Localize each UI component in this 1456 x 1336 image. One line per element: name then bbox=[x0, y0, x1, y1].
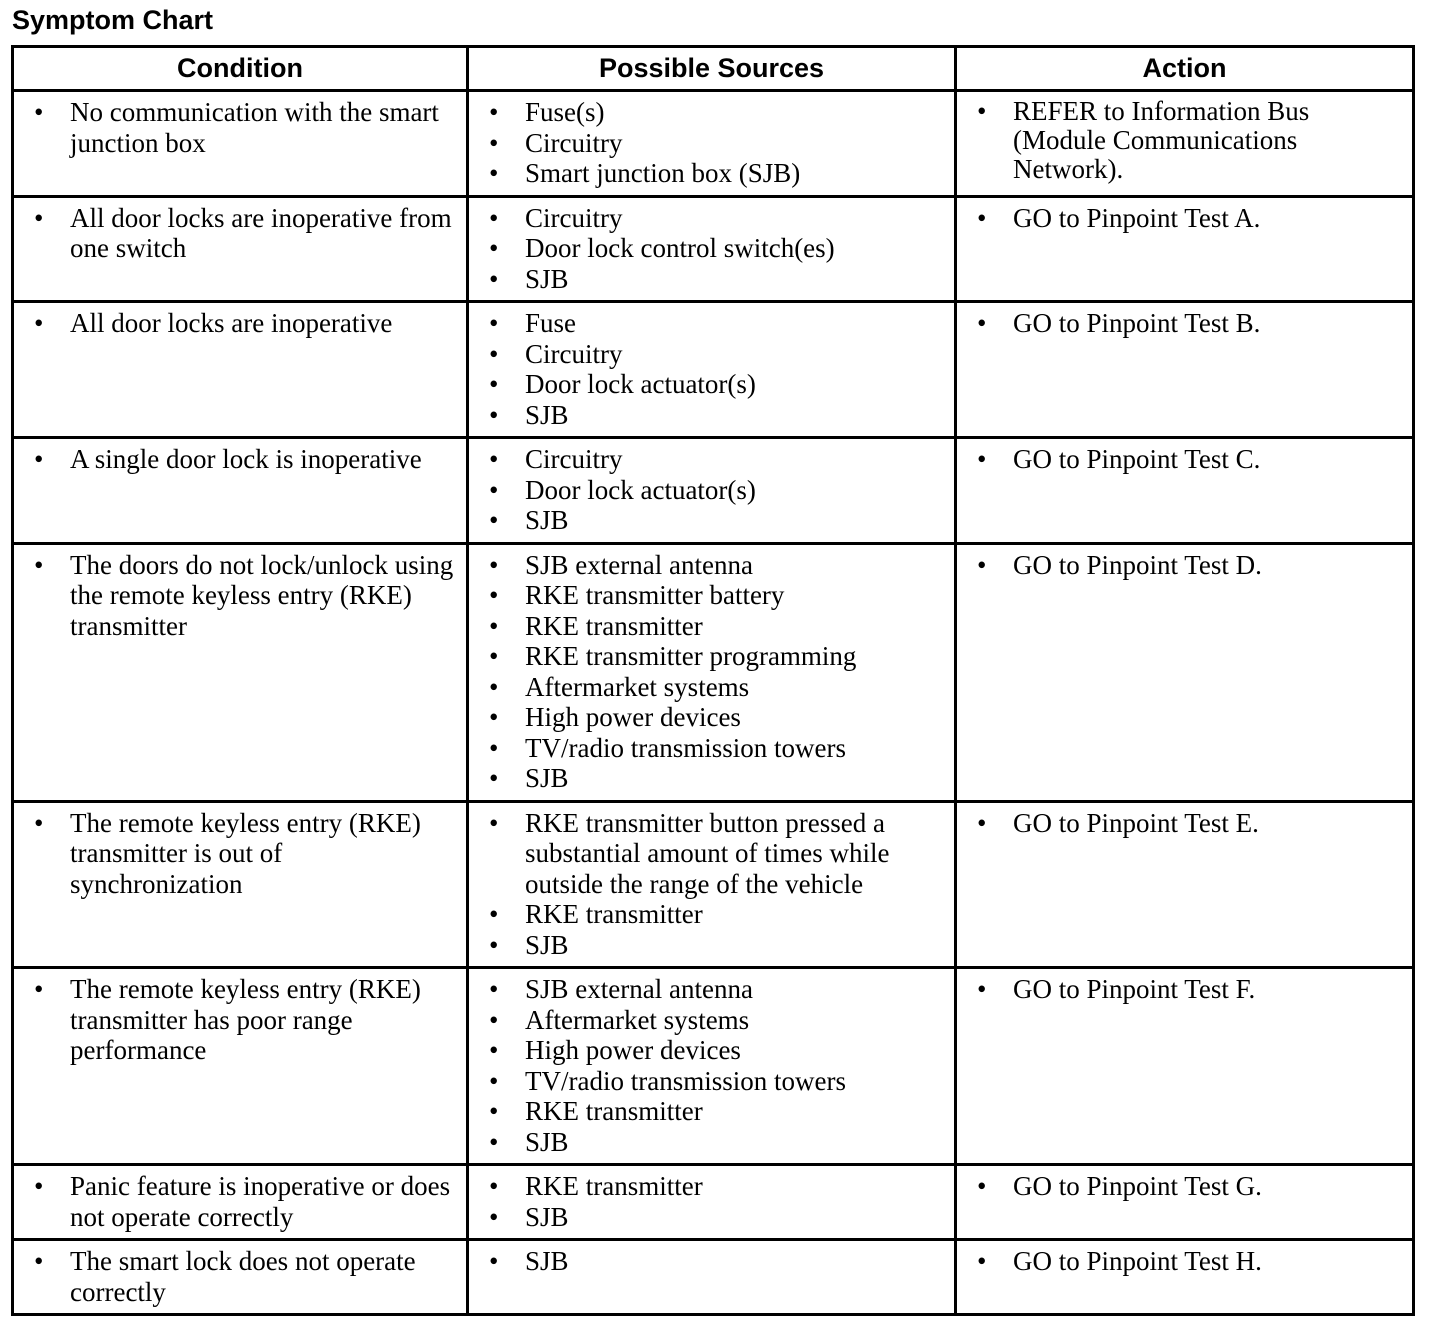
action-cell bbox=[956, 1240, 1414, 1315]
source-item: • RKE transmitter programming bbox=[479, 641, 948, 672]
table-row bbox=[13, 91, 1414, 197]
table-row bbox=[13, 438, 1414, 544]
sources-cell bbox=[468, 302, 956, 438]
condition-text: • No communication with the smart junction box bbox=[24, 97, 460, 158]
condition-text: • The smart lock does not operate correctly bbox=[24, 1246, 460, 1307]
source-item: • RKE transmitter bbox=[479, 611, 948, 642]
table-row bbox=[13, 1165, 1414, 1240]
action-text: • GO to Pinpoint Test H. bbox=[967, 1246, 1406, 1277]
sources-cell bbox=[468, 543, 956, 801]
source-item: • RKE transmitter button pressed a substantial amount of times while outside the range of the vehicle bbox=[479, 808, 948, 900]
table-row bbox=[13, 543, 1414, 801]
source-item: • Door lock actuator(s) bbox=[479, 475, 948, 506]
action-text: • GO to Pinpoint Test G. bbox=[967, 1171, 1406, 1202]
source-item: • Circuitry bbox=[479, 203, 948, 234]
action-cell bbox=[956, 302, 1414, 438]
source-item: • Smart junction box (SJB) bbox=[479, 158, 948, 189]
condition-cell bbox=[13, 1165, 468, 1240]
header-condition: Condition bbox=[13, 47, 468, 91]
condition-cell bbox=[13, 543, 468, 801]
source-item: • RKE transmitter bbox=[479, 1096, 948, 1127]
source-item: • SJB bbox=[479, 930, 948, 961]
source-item: • RKE transmitter bbox=[479, 899, 948, 930]
sources-cell bbox=[468, 1240, 956, 1315]
sources-cell bbox=[468, 196, 956, 302]
table-row bbox=[13, 302, 1414, 438]
source-item: • Fuse bbox=[479, 308, 948, 339]
action-text: • GO to Pinpoint Test A. bbox=[967, 203, 1406, 234]
condition-cell bbox=[13, 801, 468, 968]
condition-text: • The remote keyless entry (RKE) transmitter has poor range performance bbox=[24, 974, 460, 1066]
action-text: • GO to Pinpoint Test D. bbox=[967, 550, 1406, 581]
source-item: • SJB bbox=[479, 264, 948, 295]
source-item: • SJB bbox=[479, 400, 948, 431]
sources-cell bbox=[468, 801, 956, 968]
condition-text: • All door locks are inoperative from one switch bbox=[24, 203, 460, 264]
condition-cell bbox=[13, 968, 468, 1165]
condition-cell bbox=[13, 302, 468, 438]
source-item: • Door lock control switch(es) bbox=[479, 233, 948, 264]
source-item: • SJB bbox=[479, 505, 948, 536]
condition-cell bbox=[13, 91, 468, 197]
table-row bbox=[13, 196, 1414, 302]
header-possible-sources: Possible Sources bbox=[468, 47, 956, 91]
sources-cell bbox=[468, 968, 956, 1165]
source-item: • Circuitry bbox=[479, 128, 948, 159]
condition-cell bbox=[13, 1240, 468, 1315]
source-item: • SJB external antenna bbox=[479, 550, 948, 581]
source-item: • TV/radio transmission towers bbox=[479, 733, 948, 764]
chart-title: Symptom Chart bbox=[12, 5, 214, 35]
condition-text: • A single door lock is inoperative bbox=[24, 444, 460, 475]
source-item: • SJB bbox=[479, 1246, 948, 1277]
action-text: • GO to Pinpoint Test F. bbox=[967, 974, 1406, 1005]
sources-cell bbox=[468, 438, 956, 544]
condition-text: • Panic feature is inoperative or does not operate correctly bbox=[24, 1171, 460, 1232]
source-item: • SJB bbox=[479, 1127, 948, 1158]
source-item: • RKE transmitter battery bbox=[479, 580, 948, 611]
source-item: • SJB bbox=[479, 763, 948, 794]
action-text: • REFER to Information Bus (Module Communications Network). bbox=[967, 97, 1406, 184]
source-item: • SJB external antenna bbox=[479, 974, 948, 1005]
action-cell bbox=[956, 91, 1414, 197]
source-item: • High power devices bbox=[479, 1035, 948, 1066]
source-item: • Circuitry bbox=[479, 444, 948, 475]
condition-text: • The doors do not lock/unlock using the remote keyless entry (RKE) transmitter bbox=[24, 550, 460, 642]
source-item: • Fuse(s) bbox=[479, 97, 948, 128]
action-text: • GO to Pinpoint Test C. bbox=[967, 444, 1406, 475]
action-text: • GO to Pinpoint Test B. bbox=[967, 308, 1406, 339]
sources-cell bbox=[468, 1165, 956, 1240]
table-row bbox=[13, 968, 1414, 1165]
sources-cell bbox=[468, 91, 956, 197]
action-cell bbox=[956, 968, 1414, 1165]
condition-text: • The remote keyless entry (RKE) transmitter is out of synchronization bbox=[24, 808, 460, 900]
action-cell bbox=[956, 438, 1414, 544]
action-cell bbox=[956, 543, 1414, 801]
condition-cell bbox=[13, 196, 468, 302]
action-cell bbox=[956, 1165, 1414, 1240]
condition-text: • All door locks are inoperative bbox=[24, 308, 460, 339]
source-item: • Aftermarket systems bbox=[479, 1005, 948, 1036]
header-row bbox=[13, 47, 1414, 91]
symptom-table bbox=[11, 45, 1415, 1316]
action-cell bbox=[956, 196, 1414, 302]
header-action: Action bbox=[956, 47, 1414, 91]
source-item: • Aftermarket systems bbox=[479, 672, 948, 703]
source-item: • SJB bbox=[479, 1202, 948, 1233]
source-item: • High power devices bbox=[479, 702, 948, 733]
condition-cell bbox=[13, 438, 468, 544]
source-item: • Door lock actuator(s) bbox=[479, 369, 948, 400]
action-cell bbox=[956, 801, 1414, 968]
action-text: • GO to Pinpoint Test E. bbox=[967, 808, 1406, 839]
table-row bbox=[13, 1240, 1414, 1315]
source-item: • RKE transmitter bbox=[479, 1171, 948, 1202]
source-item: • TV/radio transmission towers bbox=[479, 1066, 948, 1097]
source-item: • Circuitry bbox=[479, 339, 948, 370]
table-row bbox=[13, 801, 1414, 968]
